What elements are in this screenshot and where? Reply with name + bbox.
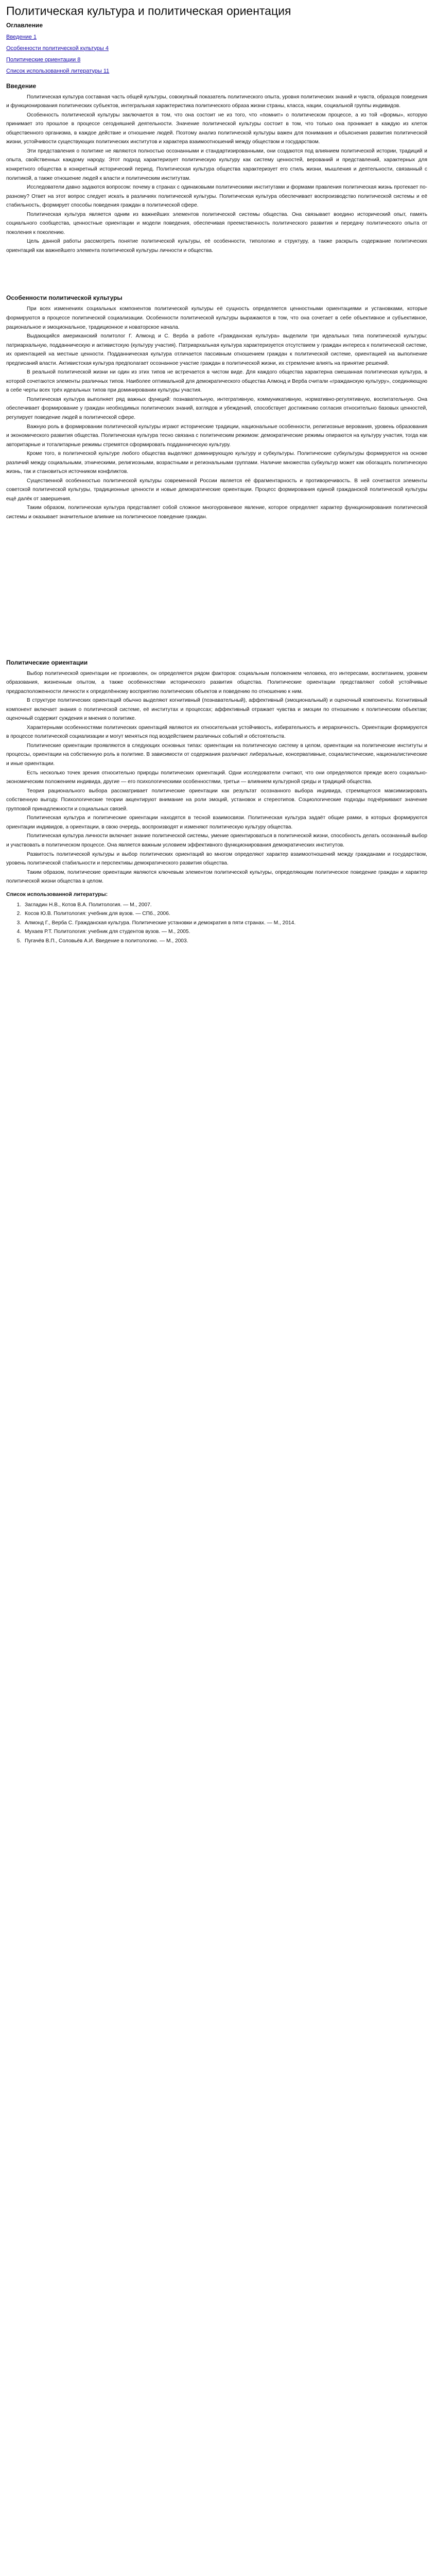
- intro-paragraph: Эти представления о политике не являются полностью осознанными и стандартизированными, они создаются под влиянием политической истории, традиций и опыта, свойственных каждому народу. Этот подход характеризует политическую культуру как систему ценностей, верований и представлений, характерных для конкретного общества в конкретный исторический период. Политическая культура общества характеризует его стиль жизни, мышления и деятельности, связанный с политикой, а также отношение людей к власти и политическим институтам.: [6, 148, 427, 181]
- toc-link-references[interactable]: Список использованной литературы 11: [6, 67, 110, 74]
- orientations-paragraph: Политическая культура личности включает знание политической системы, умение ориентироваться в политической жизни, способность делать осознанный выбор и участвовать в политическом процессе. Она является важным условием эффективного функционирования демократических институтов.: [6, 833, 427, 848]
- features-paragraph: Выдающийся американский политолог Г. Алмонд и С. Верба в работе «Гражданская культура» выделили три идеальных типа политической культуры: патриархальную, подданническую и активистскую (культуру участия). Патриархальная культура характеризуется отсутствием у граждан интереса к политической системе, их ориентацией на местные ценности. Подданническая культура отличается пассивным отношением граждан к политической системе, ориентацией на выполнение предписаний власти. Активистская культура предполагает осознанное участие граждан в политической жизни, их стремление влиять на принятие решений.: [6, 333, 427, 366]
- features-paragraph: При всех изменениях социальных компонентов политической культуры её сущность определяется ценностными ориентациями и установками, которые формируются в процессе политической социализации. Особенности политической культуры выражаются в том, что она сочетает в себе объективное и субъективное, рациональное и эмоциональное, традиционное и новаторское начала.: [6, 306, 427, 330]
- orientations-paragraph: Политическая культура и политические ориентации находятся в тесной взаимосвязи. Политическая культура задаёт общие рамки, в которых формируются ориентации индивидов, а ориентации, в свою очередь, воспроизводят и изменяют политическую культуру общества.: [6, 815, 427, 830]
- orientations-paragraph: Политические ориентации проявляются в следующих основных типах: ориентации на политическую систему в целом, ориентации на политические институты и процессы, ориентации на собственную роль в политике. В зависимости от содержания различают либеральные, консервативные, социалистические, националистические и иные ориентации.: [6, 742, 427, 767]
- intro-paragraph: Цель данной работы рассмотреть понятие политической культуры, её особенности, типологию и структуру, а также раскрыть содержание политических ориентаций как важнейшего элемента политической культуры личности и общества.: [6, 239, 427, 253]
- document-page: [6, 4, 427, 945]
- features-paragraph: Таким образом, политическая культура представляет собой сложное многоуровневое явление, которое определяет характер функционирования политической системы и оказывает значительное влияние на политическое поведение граждан.: [6, 505, 427, 520]
- reference-item: 5. Пугачёв В.П., Соловьёв А.И. Введение в политологию. — М., 2003.: [23, 937, 427, 946]
- page-title: Политическая культура и политическая ориентация: [6, 4, 291, 18]
- features-paragraph: Кроме того, в политической культуре любого общества выделяют доминирующую культуру и субкультуры. Политические субкультуры формируются на основе различий между социальными, этническими, религиозными, возрастными и региональными группами. Наличие множества субкультур может как обогащать политическую жизнь, так и становиться источником конфликтов.: [6, 451, 427, 475]
- features-paragraph: Важную роль в формировании политической культуры играют исторические традиции, национальные особенности, религиозные верования, уровень образования и экономического развития общества. Политическая культура тесно связана с политическим режимом: демократические режимы опираются на культуру участия, тогда как авторитарные и тоталитарные режимы стремятся сформировать подданническую культуру.: [6, 423, 427, 448]
- toc-link-orientations[interactable]: Политические ориентации 8: [6, 56, 81, 63]
- toc-heading: Оглавление: [6, 21, 43, 29]
- orientations-paragraph: Выбор политической ориентации не произволен, он определяется рядом факторов: социальным положением человека, его интересами, воспитанием, уровнем образования, жизненным опытом, а также особенностями исторического развития общества. Политические ориентации представляют собой устойчивые предрасположенности личности к определённому восприятию политических объектов и поведению по отношению к ним.: [6, 670, 427, 694]
- table-of-contents: [6, 22, 427, 74]
- intro-paragraph: Исследователи давно задаются вопросом: почему в странах с одинаковыми политическими институтами и формами правления политическая жизнь протекает по-разному? Ответ на этот вопрос следует искать в различиях политической культуры. Политическая культура обеспечивает воспроизводство политической системы и её стабильность, формирует способы поведения граждан в политической сфере.: [6, 184, 427, 209]
- orientations-paragraph: Таким образом, политические ориентации являются ключевым элементом политической культуры, определяющим политическое поведение граждан и характер политической жизни общества в целом.: [6, 869, 427, 885]
- orientations-paragraph: Теория рационального выбора рассматривает политические ориентации как результат осознанного выбора индивида, стремящегося максимизировать собственную выгоду. Психологические теории акцентируют внимание на роли эмоций, установок и стереотипов. Социологические подходы подчёркивают значение групповой принадлежности и социальных связей.: [6, 788, 427, 812]
- intro-heading: Введение: [6, 82, 37, 90]
- toc-link-intro[interactable]: Введение 1: [6, 33, 37, 40]
- intro-paragraph: Политическая культура является одним из важнейших элементов политической системы общества. Она связывает воедино исторический опыт, память социального сообщества, ценностные ориентации и модели поведения, обеспечивая преемственность политического развития и передачу политического опыта от поколения к поколению.: [6, 211, 427, 235]
- references-list: [15, 901, 427, 946]
- intro-paragraph: Особенность политической культуры заключается в том, что она состоит не из того, что «помнит» о политическом процессе, а из той «формы», которую принимает это прошлое в процессе сегодняшней деятельности. Значение политической культуры состоит в том, что только она проникает в каждую из клеток общественного организма, в каждое действие и отношение людей. Поэтому анализ политической культуры важен для понимания и объяснения развития политической жизни, устойчивости существующих политических институтов и характера взаимоотношений между обществом и государством.: [6, 112, 427, 145]
- features-paragraph: Существенной особенностью политической культуры современной России является её фрагментарность и противоречивость. В ней сочетаются элементы советской политической культуры, традиционные ценности и новые демократические ориентации. Процесс формирования единой гражданской политической культуры ещё далёк от завершения.: [6, 478, 427, 502]
- reference-item: 1. Загладин Н.В., Котов В.А. Политология. — М., 2007.: [23, 901, 427, 910]
- orientations-paragraph: Развитость политической культуры и выбор политических ориентаций во многом определяют характер взаимоотношений между гражданами и государством, уровень политической стабильности и перспективы демократического развития общества.: [6, 851, 427, 867]
- reference-item: 2. Косов Ю.В. Политология: учебник для вузов. — СПб., 2006.: [23, 909, 427, 919]
- intro-paragraph: Политическая культура составная часть общей культуры, совокупный показатель политического опыта, уровня политических знаний и чувств, образцов поведения и функционирования политических субъектов, интегральная характеристика политического образа жизни страны, класса, нации, социальной группы индивидов.: [6, 94, 427, 109]
- reference-item: 4. Мухаев Р.Т. Политология: учебник для студентов вузов. — М., 2005.: [23, 927, 427, 937]
- page-break-gap: [6, 522, 427, 651]
- features-heading: Особенности политической культуры: [6, 294, 123, 302]
- orientations-paragraph: В структуре политических ориентаций обычно выделяют когнитивный (познавательный), аффективный (эмоциональный) и оценочный компоненты. Когнитивный компонент включает знания о политической системе, её институтах и процессах; аффективный отражает чувства и эмоции по отношению к политическим объектам; оценочный содержит суждения и мнения о политике.: [6, 698, 427, 722]
- orientations-paragraph: Характерными особенностями политических ориентаций являются их относительная устойчивость, избирательность и иерархичность. Ориентации формируются в процессе политической социализации и могут меняться под воздействием различных событий и обстоятельств.: [6, 724, 427, 740]
- orientations-heading: Политические ориентации: [6, 658, 88, 666]
- features-paragraph: Политическая культура выполняет ряд важных функций: познавательную, интегративную, коммуникативную, нормативно-регулятивную, воспитательную. Она обеспечивает формирование у граждан необходимых политических знаний, взглядов и убеждений, способствует достижению согласия относительно базовых ценностей, регулирует поведение людей в политической сфере.: [6, 396, 427, 420]
- features-paragraph: В реальной политической жизни ни один из этих типов не встречается в чистом виде. Для каждого общества характерна смешанная политическая культура, в которой сочетаются элементы различных типов. Наиболее оптимальной для демократического общества Алмонд и Верба считали «гражданскую культуру», соединяющую в себе черты всех трёх идеальных типов при доминировании культуры участия.: [6, 369, 427, 394]
- references-heading: Список использованной литературы:: [6, 891, 108, 897]
- page-break-gap: [6, 255, 427, 286]
- toc-link-features[interactable]: Особенности политической культуры 4: [6, 45, 109, 52]
- reference-item: 3. Алмонд Г., Верба С. Гражданская культура. Политические установки и демократия в пяти странах. — М., 2014.: [23, 919, 427, 928]
- orientations-paragraph: Есть несколько точек зрения относительно природы политических ориентаций. Одни исследователи считают, что они определяются прежде всего социально-экономическим положением индивида, другие — его психологическими особенностями, третьи — влиянием культурной среды и традиций общества.: [6, 770, 427, 785]
